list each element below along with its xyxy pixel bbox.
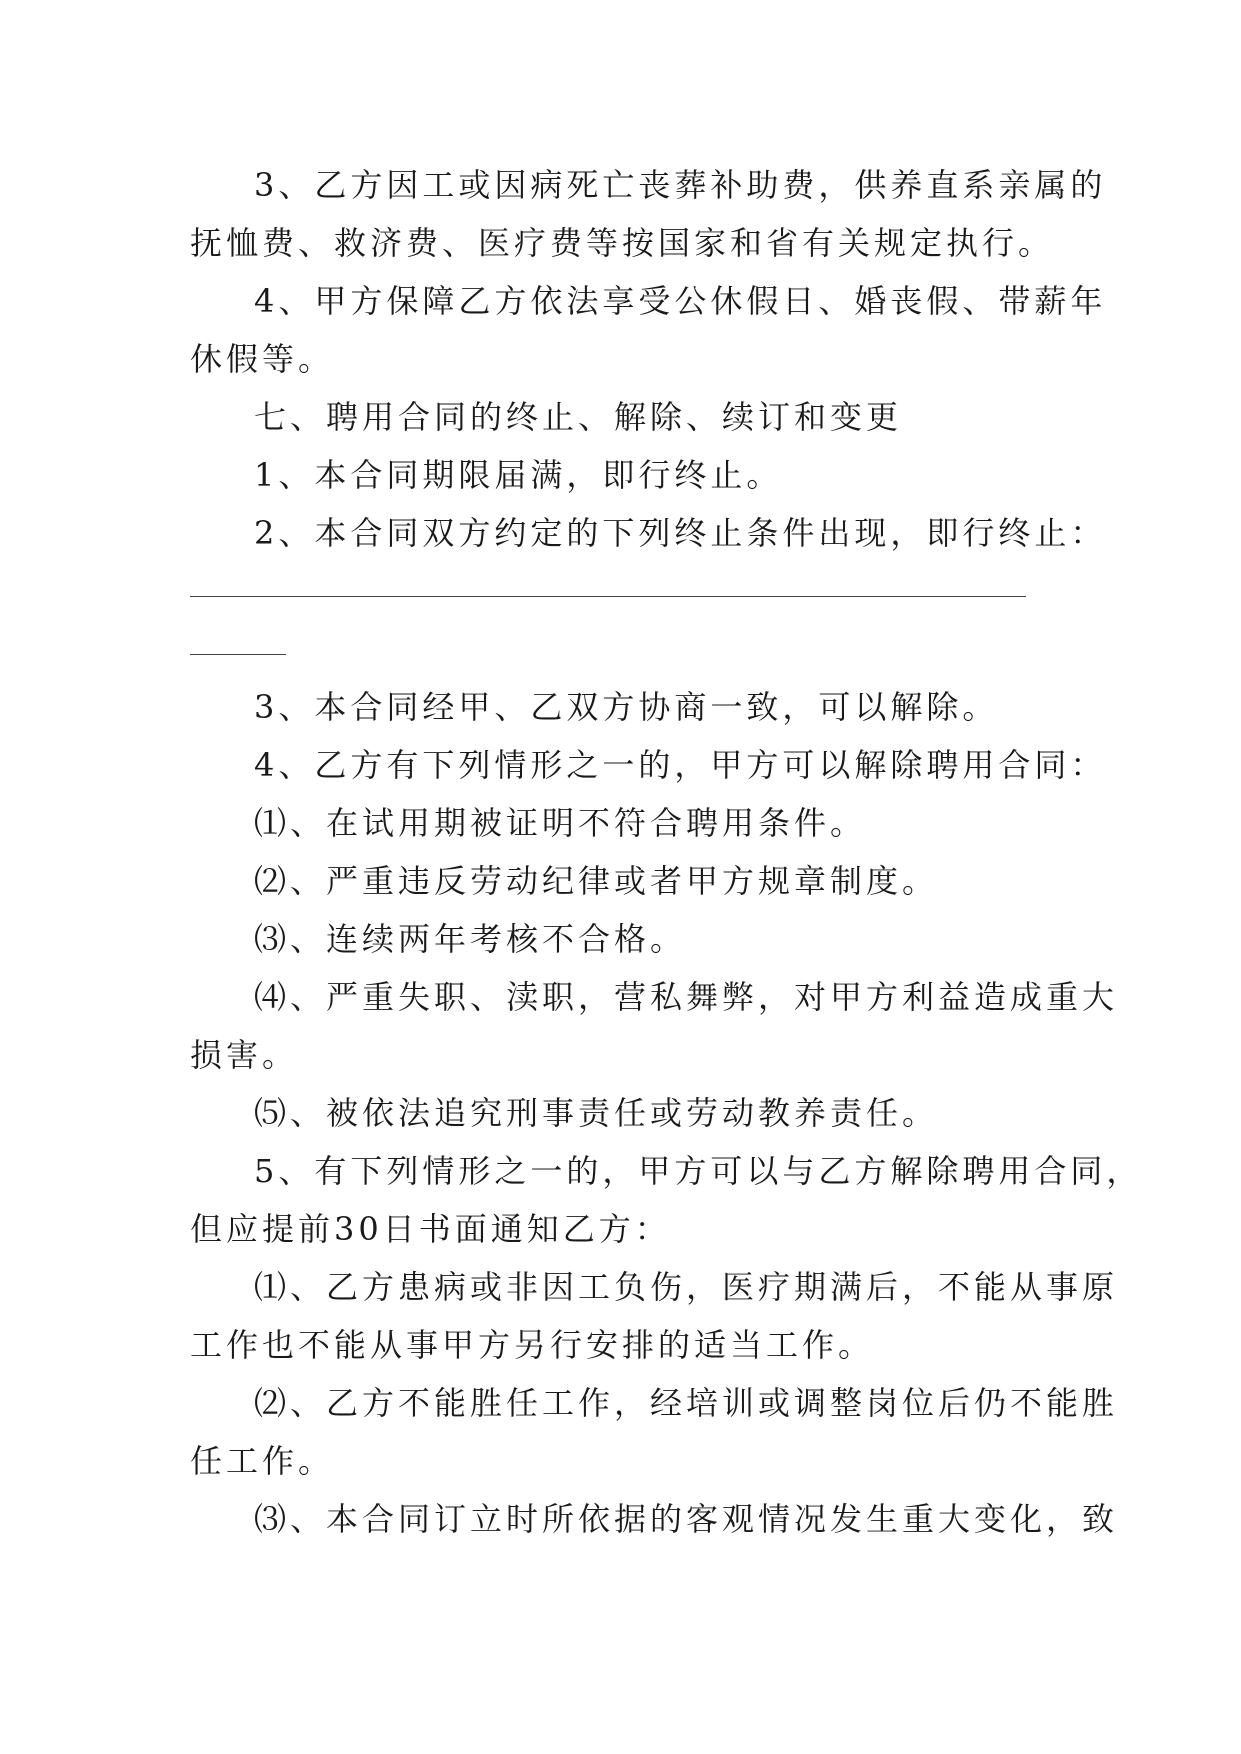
paragraph-line: 1、本合同期限届满，即行终止。 [254,456,783,494]
blank-fill-line [190,654,286,655]
list-item: ⑵、严重违反劳动纪律或者甲方规章制度。 [254,862,939,900]
list-item: ⑶、本合同订立时所依据的客观情况发生重大变化，致 [254,1500,1119,1538]
list-item-continuation: 工作也不能从事甲方另行安排的适当工作。 [190,1326,875,1364]
paragraph-line: 休假等。 [190,340,335,378]
paragraph-line: 2、本合同双方约定的下列终止条件出现，即行终止： [254,514,1107,552]
list-item: ⑶、连续两年考核不合格。 [254,920,687,958]
paragraph-line: 但应提前30日书面通知乙方： [190,1210,671,1248]
paragraph-line: 3、乙方因工或因病死亡丧葬补助费，供养直系亲属的 [254,166,1107,204]
paragraph-line: 5、有下列情形之一的，甲方可以与乙方解除聘用合同， [254,1152,1143,1190]
list-item: ⑵、乙方不能胜任工作，经培训或调整岗位后仍不能胜 [254,1384,1119,1422]
list-item: ⑴、在试用期被证明不符合聘用条件。 [254,804,867,842]
paragraph-line: 4、乙方有下列情形之一的，甲方可以解除聘用合同： [254,746,1107,784]
list-item: ⑷、严重失职、渎职，营私舞弊，对甲方利益造成重大 [254,978,1119,1016]
list-item: ⑴、乙方患病或非因工负伤，医疗期满后，不能从事原 [254,1268,1119,1306]
list-item-continuation: 任工作。 [190,1442,335,1480]
list-item: ⑸、被依法追究刑事责任或劳动教养责任。 [254,1094,939,1132]
section-heading: 七、聘用合同的终止、解除、续订和变更 [254,398,903,436]
paragraph-line: 3、本合同经甲、乙双方协商一致，可以解除。 [254,688,999,726]
blank-fill-line [190,596,1026,597]
paragraph-line: 抚恤费、救济费、医疗费等按国家和省有关规定执行。 [190,224,1055,262]
list-item-continuation: 损害。 [190,1036,299,1074]
paragraph-line: 4、甲方保障乙方依法享受公休假日、婚丧假、带薪年 [254,282,1107,320]
